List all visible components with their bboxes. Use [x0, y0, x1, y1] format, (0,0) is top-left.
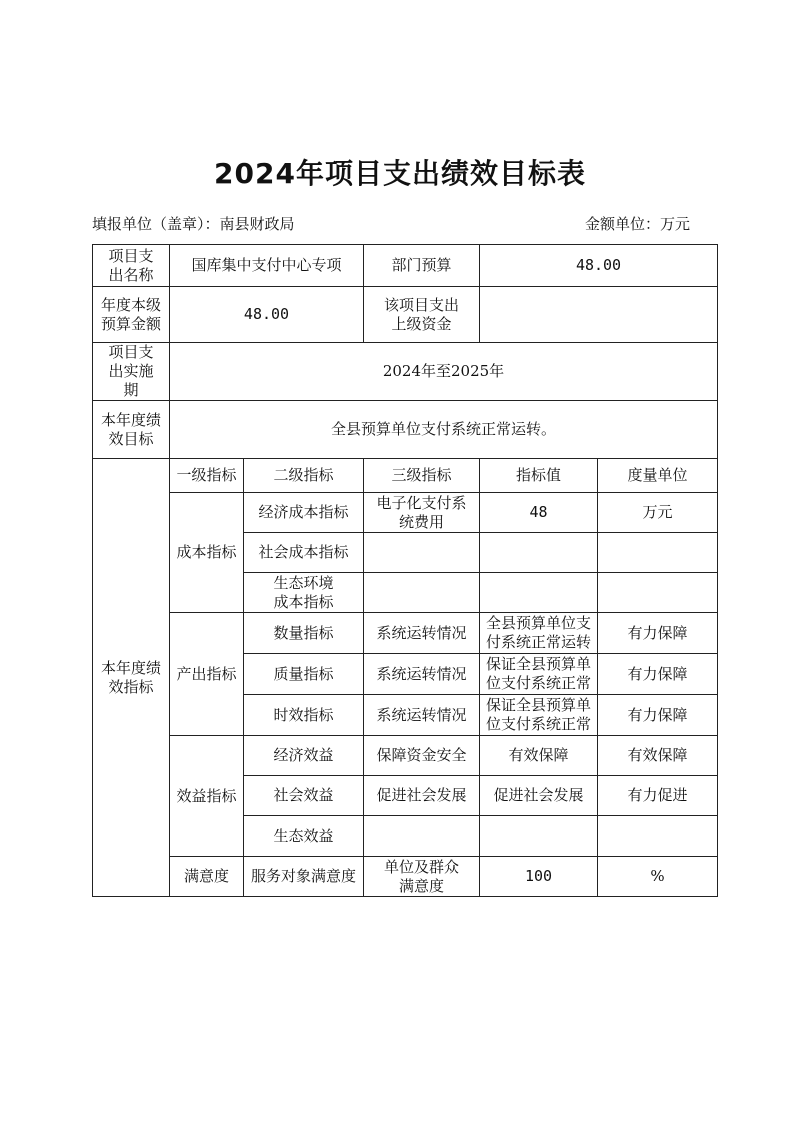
- table-row: [93, 857, 718, 897]
- level3-cell: [364, 533, 480, 573]
- annual-budget-value: 48.00: [170, 287, 364, 343]
- upper-funds-value: [480, 287, 718, 343]
- annual-budget-label: 年度本级预算金额: [93, 287, 170, 343]
- level2-cell: 生态效益: [244, 816, 364, 857]
- unit-cell: 万元: [598, 493, 718, 533]
- table-row: [93, 493, 718, 533]
- value-cell: 全县预算单位支付系统正常运转: [480, 613, 598, 654]
- value-cell: 100: [480, 857, 598, 897]
- unit-cell: 有力促进: [598, 776, 718, 816]
- value-cell: 促进社会发展: [480, 776, 598, 816]
- col-header-level1: 一级指标: [170, 459, 244, 493]
- level2-cell: 社会成本指标: [244, 533, 364, 573]
- unit-cell: 有效保障: [598, 736, 718, 776]
- level1-cell: 产出指标: [170, 613, 244, 736]
- col-header-value: 指标值: [480, 459, 598, 493]
- performance-table: [92, 244, 718, 897]
- page-title: 2024年项目支出绩效目标表: [214, 157, 586, 190]
- level2-cell: 生态环境成本指标: [244, 573, 364, 613]
- dept-budget-label: 部门预算: [364, 245, 480, 287]
- level2-cell: 时效指标: [244, 695, 364, 736]
- unit-cell: [598, 533, 718, 573]
- value-cell: 保证全县预算单位支付系统正常: [480, 695, 598, 736]
- col-header-unit: 度量单位: [598, 459, 718, 493]
- goal-value: 全县预算单位支付系统正常运转。: [170, 401, 718, 459]
- unit-cell: 有力保障: [598, 613, 718, 654]
- col-header-level2: 二级指标: [244, 459, 364, 493]
- level3-cell: 系统运转情况: [364, 695, 480, 736]
- unit-cell: %: [598, 857, 718, 897]
- project-name-value: 国库集中支付中心专项: [170, 245, 364, 287]
- period-value: 2024年至2025年: [170, 343, 718, 401]
- level2-cell: 经济成本指标: [244, 493, 364, 533]
- goal-label: 本年度绩效目标: [93, 401, 170, 459]
- fill-unit-label: 填报单位（盖章）：南县财政局: [92, 215, 295, 233]
- unit-cell: [598, 573, 718, 613]
- unit-cell: [598, 816, 718, 857]
- level3-cell: [364, 816, 480, 857]
- value-cell: 48: [480, 493, 598, 533]
- table-row: [93, 613, 718, 654]
- level3-cell: 系统运转情况: [364, 654, 480, 695]
- level2-cell: 社会效益: [244, 776, 364, 816]
- period-label: 项目支出实施期: [93, 343, 170, 401]
- level2-cell: 服务对象满意度: [244, 857, 364, 897]
- level2-cell: 经济效益: [244, 736, 364, 776]
- level1-cell: 效益指标: [170, 736, 244, 857]
- unit-cell: 有力保障: [598, 654, 718, 695]
- level2-cell: 质量指标: [244, 654, 364, 695]
- level3-cell: 促进社会发展: [364, 776, 480, 816]
- value-cell: 有效保障: [480, 736, 598, 776]
- indicator-section-label: 本年度绩效指标: [93, 459, 170, 897]
- level1-cell: 成本指标: [170, 493, 244, 613]
- dept-budget-value: 48.00: [480, 245, 718, 287]
- level3-cell: 单位及群众满意度: [364, 857, 480, 897]
- level3-cell: 电子化支付系统费用: [364, 493, 480, 533]
- table-row: [93, 736, 718, 776]
- amount-unit-label: 金额单位：万元: [584, 215, 690, 233]
- level2-cell: 数量指标: [244, 613, 364, 654]
- level3-cell: 系统运转情况: [364, 613, 480, 654]
- value-cell: [480, 533, 598, 573]
- value-cell: [480, 573, 598, 613]
- level1-cell: 满意度: [170, 857, 244, 897]
- col-header-level3: 三级指标: [364, 459, 480, 493]
- level3-cell: 保障资金安全: [364, 736, 480, 776]
- value-cell: 保证全县预算单位支付系统正常: [480, 654, 598, 695]
- project-name-label: 项目支出名称: [93, 245, 170, 287]
- level3-cell: [364, 573, 480, 613]
- unit-cell: 有力保障: [598, 695, 718, 736]
- upper-funds-label: 该项目支出上级资金: [364, 287, 480, 343]
- value-cell: [480, 816, 598, 857]
